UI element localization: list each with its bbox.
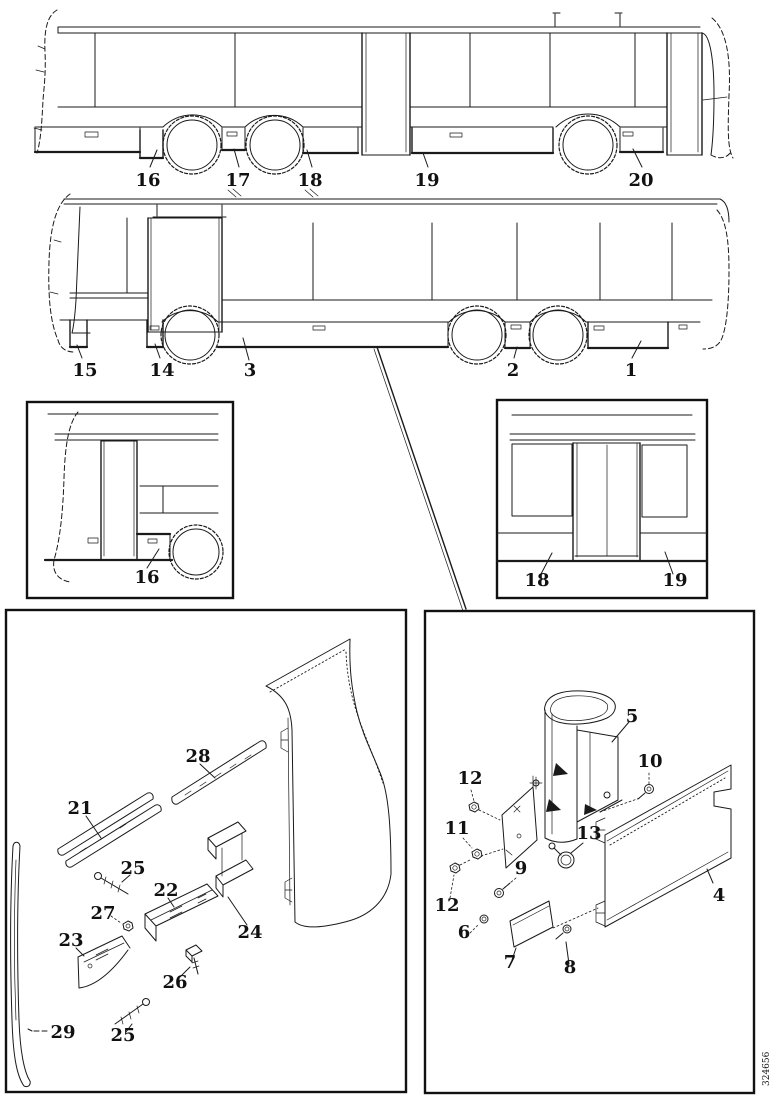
callout-26: 26: [162, 972, 188, 993]
callout-6: 6: [457, 922, 471, 943]
callout-13: 13: [576, 823, 602, 844]
callout-12-lower: 12: [434, 895, 460, 916]
part-corner-panel: [266, 639, 391, 927]
part-4-panel: [596, 765, 731, 927]
part-11-nut: [463, 838, 503, 859]
part-5-filler-housing: [530, 691, 640, 842]
part-12-nut-lower: [450, 860, 470, 898]
callout-22: 22: [153, 880, 179, 901]
wheel-rear-lower-2: [529, 306, 587, 364]
wheel-front-lower: [161, 306, 219, 364]
part-7-plate: [510, 901, 598, 960]
callout-17: 17: [225, 170, 251, 191]
part-9-bolt: [495, 878, 517, 898]
wheel-rear-tandem-2: [246, 116, 304, 174]
callout-23: 23: [58, 930, 84, 951]
callout-27: 27: [90, 903, 116, 924]
detail-box-front-door: [27, 402, 233, 598]
detail-box-border: [27, 402, 233, 598]
callout-18-detail: 18: [524, 570, 550, 591]
callout-1: 1: [624, 360, 638, 381]
callout-2: 2: [506, 360, 520, 381]
callout-21: 21: [67, 798, 93, 819]
callout-3: 3: [243, 360, 257, 381]
callout-14: 14: [149, 360, 175, 381]
wheel-front: [559, 116, 617, 174]
callout-15: 15: [72, 360, 98, 381]
part-mounting-plate: [502, 776, 537, 868]
callout-11: 11: [444, 818, 470, 839]
callout-9: 9: [514, 858, 528, 879]
callout-7: 7: [503, 952, 517, 973]
part-6-bolt: [470, 915, 488, 933]
part-24-bracket: [208, 822, 253, 925]
callout-12-upper: 12: [457, 768, 483, 789]
callout-19-detail: 19: [662, 570, 688, 591]
wheel-rear-tandem-1: [163, 116, 221, 174]
callout-29: 29: [50, 1022, 76, 1043]
detail-box-centre-door: [497, 400, 707, 598]
callout-25-upper: 25: [120, 858, 146, 879]
wheel-detail: [169, 525, 223, 579]
callout-24: 24: [237, 922, 263, 943]
centre-door-detail-lines: [497, 415, 707, 574]
part-29-strip: [11, 842, 48, 1086]
detail-reference-line-2: [374, 349, 463, 611]
detail-reference-line: [377, 347, 466, 609]
part-23-panel: [76, 936, 130, 988]
callout-19-upper: 19: [414, 170, 440, 191]
callout-20: 20: [628, 170, 654, 191]
callout-5: 5: [625, 706, 639, 727]
detail-box-border: [497, 400, 707, 598]
part-12-nut-upper: [469, 790, 500, 820]
upper-side-view: [34, 10, 733, 191]
callout-16-upper: 16: [135, 170, 161, 191]
callout-18-upper: 18: [297, 170, 323, 191]
callout-28: 28: [185, 746, 211, 767]
front-door-detail-lines: [45, 412, 218, 582]
callout-10: 10: [637, 751, 663, 772]
exploded-view-right: [425, 611, 754, 1093]
callout-8: 8: [563, 957, 577, 978]
upper-bodywork-lines: [34, 10, 733, 158]
part-10-bolt: [638, 773, 654, 799]
exploded-box-border: [425, 611, 754, 1093]
upper-callout-leaders: [150, 149, 642, 167]
exploded-view-left: [6, 610, 406, 1092]
drawing-number: 324656: [762, 1051, 772, 1086]
wheel-rear-lower-1: [448, 306, 506, 364]
lower-bodywork-lines: [49, 189, 729, 352]
callout-4: 4: [712, 885, 726, 906]
callout-25-lower: 25: [110, 1025, 136, 1046]
part-13-grommet: [549, 843, 583, 868]
callout-16-detail: 16: [134, 567, 160, 588]
exploded-box-border: [6, 610, 406, 1092]
